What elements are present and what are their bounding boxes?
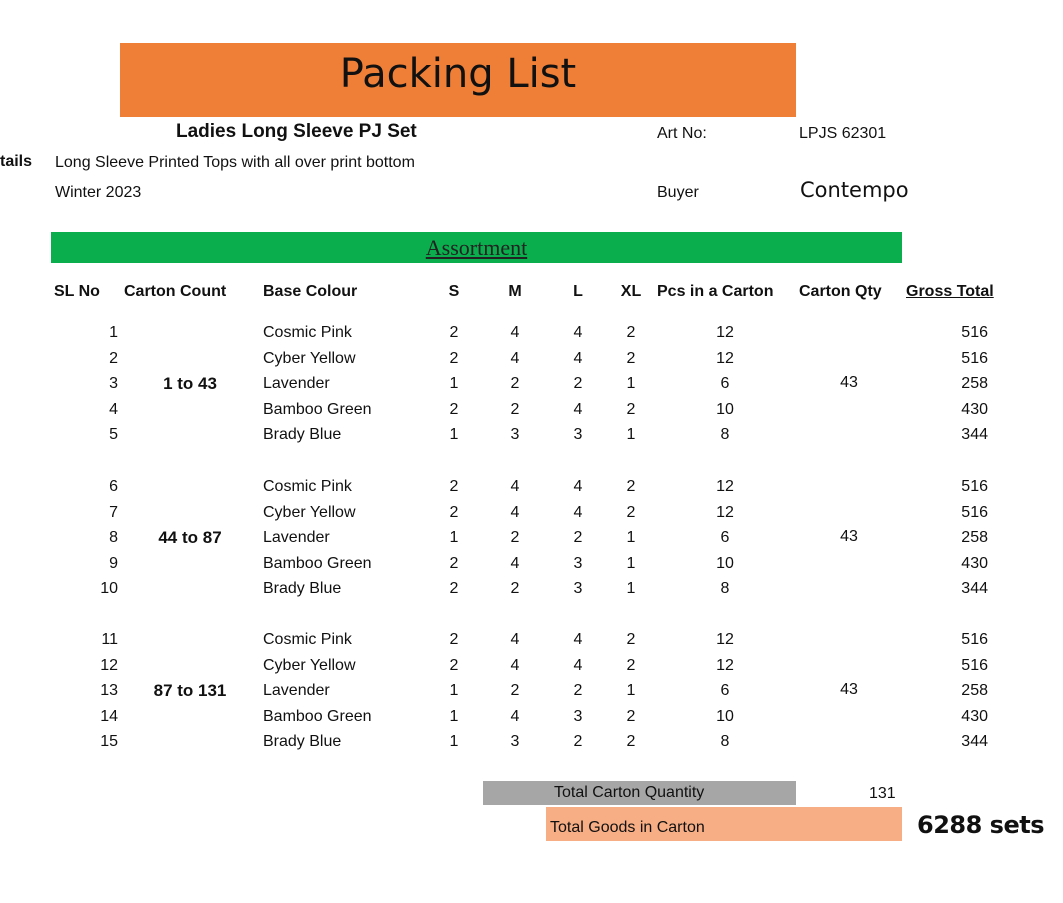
cell-pcs-in-carton: 12 bbox=[716, 503, 734, 521]
title-banner bbox=[120, 43, 796, 117]
cell-s: 1 bbox=[449, 707, 459, 725]
cell-pcs-in-carton: 12 bbox=[716, 656, 734, 674]
cell-pcs-in-carton: 12 bbox=[716, 478, 734, 495]
cell-pcs-in-carton: 6 bbox=[720, 375, 730, 393]
cell-l: 4 bbox=[573, 400, 583, 418]
cell-sl-no: 7 bbox=[109, 503, 118, 521]
cell-s: 1 bbox=[449, 682, 459, 700]
total-carton-quantity-bar bbox=[483, 781, 796, 805]
cell-m: 4 bbox=[510, 554, 520, 572]
cell-xl: 2 bbox=[626, 503, 636, 521]
cell-carton-count: 44 to 87 bbox=[158, 528, 222, 548]
cell-base-colour: Bamboo Green bbox=[263, 554, 372, 572]
cell-carton-qty: 43 bbox=[840, 681, 858, 699]
cell-m: 4 bbox=[510, 324, 520, 341]
cell-s: 2 bbox=[449, 554, 459, 572]
cell-gross-total: 258 bbox=[961, 375, 988, 393]
cell-carton-qty: 43 bbox=[840, 528, 858, 546]
cell-base-colour: Cosmic Pink bbox=[263, 631, 352, 648]
cell-pcs-in-carton: 12 bbox=[716, 349, 734, 367]
cell-carton-qty: 43 bbox=[840, 374, 858, 392]
art-no-label: Art No: bbox=[657, 125, 707, 142]
total-goods-value: 6288 sets bbox=[917, 811, 1044, 839]
cell-m: 2 bbox=[510, 375, 520, 393]
cell-base-colour: Brady Blue bbox=[263, 733, 342, 751]
cell-gross-total: 430 bbox=[961, 707, 988, 725]
cell-base-colour: Cyber Yellow bbox=[263, 656, 356, 674]
cell-base-colour: Bamboo Green bbox=[263, 707, 372, 725]
header-sl-no: SL No bbox=[54, 283, 100, 300]
cell-sl-no: 2 bbox=[109, 349, 118, 367]
cell-m: 4 bbox=[510, 349, 520, 367]
header-carton-qty: Carton Qty bbox=[799, 283, 882, 300]
cell-s: 1 bbox=[449, 529, 459, 547]
cell-pcs-in-carton: 12 bbox=[716, 324, 734, 341]
cell-l: 3 bbox=[573, 554, 583, 572]
header-s: S bbox=[448, 283, 460, 300]
cell-xl: 1 bbox=[626, 426, 636, 444]
cell-l: 2 bbox=[573, 529, 583, 547]
cell-base-colour: Cyber Yellow bbox=[263, 503, 356, 521]
cell-s: 2 bbox=[449, 349, 459, 367]
cell-sl-no: 3 bbox=[109, 375, 118, 393]
cell-m: 2 bbox=[510, 682, 520, 700]
page-title: Packing List bbox=[339, 51, 577, 97]
cell-l: 4 bbox=[573, 478, 583, 495]
header-m: M bbox=[508, 283, 522, 300]
cell-carton-count: 1 to 43 bbox=[163, 374, 217, 394]
cell-s: 1 bbox=[449, 733, 459, 751]
cell-gross-total: 430 bbox=[961, 554, 988, 572]
details-label: tails bbox=[0, 153, 33, 170]
cell-gross-total: 344 bbox=[961, 580, 988, 598]
assortment-banner bbox=[51, 232, 902, 263]
cell-l: 4 bbox=[573, 349, 583, 367]
cell-sl-no: 15 bbox=[100, 733, 118, 751]
cell-m: 4 bbox=[510, 656, 520, 674]
cell-s: 2 bbox=[449, 324, 459, 341]
cell-base-colour: Cosmic Pink bbox=[263, 478, 352, 495]
cell-sl-no: 4 bbox=[109, 400, 118, 418]
cell-l: 3 bbox=[573, 426, 583, 444]
cell-s: 1 bbox=[449, 375, 459, 393]
cell-pcs-in-carton: 8 bbox=[720, 426, 730, 444]
header-l: L bbox=[573, 283, 583, 300]
cell-sl-no: 9 bbox=[109, 554, 118, 572]
cell-l: 4 bbox=[573, 656, 583, 674]
cell-gross-total: 344 bbox=[961, 733, 988, 751]
cell-xl: 2 bbox=[626, 631, 636, 648]
header-gross-total: Gross Total bbox=[906, 283, 994, 300]
cell-base-colour: Lavender bbox=[263, 375, 330, 393]
cell-l: 3 bbox=[573, 707, 583, 725]
cell-gross-total: 516 bbox=[961, 478, 988, 495]
cell-xl: 2 bbox=[626, 656, 636, 674]
cell-gross-total: 516 bbox=[961, 324, 988, 341]
cell-pcs-in-carton: 10 bbox=[716, 554, 734, 572]
cell-sl-no: 10 bbox=[100, 580, 118, 598]
cell-m: 3 bbox=[510, 426, 520, 444]
cell-pcs-in-carton: 6 bbox=[720, 529, 730, 547]
cell-l: 4 bbox=[573, 631, 583, 648]
cell-xl: 1 bbox=[626, 580, 636, 598]
cell-s: 1 bbox=[449, 426, 459, 444]
cell-gross-total: 258 bbox=[961, 682, 988, 700]
cell-gross-total: 258 bbox=[961, 529, 988, 547]
cell-base-colour: Lavender bbox=[263, 682, 330, 700]
cell-s: 2 bbox=[449, 478, 459, 495]
cell-sl-no: 8 bbox=[109, 529, 118, 547]
cell-pcs-in-carton: 8 bbox=[720, 580, 730, 598]
cell-sl-no: 13 bbox=[100, 682, 118, 700]
cell-base-colour: Brady Blue bbox=[263, 580, 342, 598]
cell-gross-total: 430 bbox=[961, 400, 988, 418]
total-carton-quantity-label: Total Carton Quantity bbox=[554, 784, 705, 801]
cell-base-colour: Brady Blue bbox=[263, 426, 342, 444]
cell-sl-no: 12 bbox=[100, 656, 118, 674]
cell-gross-total: 344 bbox=[961, 426, 988, 444]
cell-xl: 2 bbox=[626, 324, 636, 341]
cell-m: 2 bbox=[510, 529, 520, 547]
cell-l: 4 bbox=[573, 324, 583, 341]
cell-sl-no: 1 bbox=[109, 324, 118, 341]
cell-l: 2 bbox=[573, 733, 583, 751]
cell-l: 2 bbox=[573, 682, 583, 700]
details-value: Long Sleeve Printed Tops with all over print bottom bbox=[55, 154, 415, 171]
cell-base-colour: Bamboo Green bbox=[263, 400, 372, 418]
assortment-label: Assortment bbox=[425, 235, 528, 260]
season: Winter 2023 bbox=[55, 184, 142, 201]
cell-xl: 1 bbox=[626, 682, 636, 700]
cell-gross-total: 516 bbox=[961, 349, 988, 367]
cell-pcs-in-carton: 8 bbox=[720, 733, 730, 751]
cell-s: 2 bbox=[449, 656, 459, 674]
header-xl: XL bbox=[620, 283, 642, 300]
art-no-value: LPJS 62301 bbox=[799, 125, 887, 142]
cell-m: 2 bbox=[510, 400, 520, 418]
cell-l: 3 bbox=[573, 580, 583, 598]
cell-pcs-in-carton: 10 bbox=[716, 707, 734, 725]
cell-xl: 2 bbox=[626, 733, 636, 751]
cell-m: 2 bbox=[510, 580, 520, 598]
total-carton-quantity-value: 131 bbox=[869, 785, 896, 802]
cell-s: 2 bbox=[449, 580, 459, 598]
cell-s: 2 bbox=[449, 400, 459, 418]
total-goods-bar bbox=[546, 807, 902, 841]
cell-m: 4 bbox=[510, 631, 520, 648]
header-pcs-in-carton: Pcs in a Carton bbox=[657, 283, 774, 300]
cell-m: 4 bbox=[510, 503, 520, 521]
cell-m: 3 bbox=[510, 733, 520, 751]
buyer-value: Contempo bbox=[800, 178, 909, 202]
cell-base-colour: Lavender bbox=[263, 529, 330, 547]
cell-pcs-in-carton: 12 bbox=[716, 631, 734, 648]
cell-l: 4 bbox=[573, 503, 583, 521]
total-goods-label: Total Goods in Carton bbox=[550, 819, 705, 836]
cell-xl: 2 bbox=[626, 400, 636, 418]
cell-xl: 1 bbox=[626, 529, 636, 547]
cell-xl: 1 bbox=[626, 375, 636, 393]
cell-base-colour: Cosmic Pink bbox=[263, 324, 352, 341]
cell-gross-total: 516 bbox=[961, 656, 988, 674]
product-name: Ladies Long Sleeve PJ Set bbox=[176, 121, 417, 142]
cell-s: 2 bbox=[449, 503, 459, 521]
cell-m: 4 bbox=[510, 478, 520, 495]
cell-l: 2 bbox=[573, 375, 583, 393]
buyer-label: Buyer bbox=[657, 184, 699, 201]
cell-sl-no: 6 bbox=[109, 478, 118, 495]
cell-sl-no: 11 bbox=[101, 631, 118, 648]
cell-gross-total: 516 bbox=[961, 631, 988, 648]
cell-xl: 2 bbox=[626, 349, 636, 367]
cell-m: 4 bbox=[510, 707, 520, 725]
header-base-colour: Base Colour bbox=[263, 283, 358, 300]
cell-carton-count: 87 to 131 bbox=[153, 681, 227, 701]
cell-sl-no: 14 bbox=[100, 707, 118, 725]
cell-pcs-in-carton: 6 bbox=[720, 682, 730, 700]
cell-xl: 1 bbox=[626, 554, 636, 572]
cell-gross-total: 516 bbox=[961, 503, 988, 521]
cell-xl: 2 bbox=[626, 478, 636, 495]
cell-xl: 2 bbox=[626, 707, 636, 725]
cell-pcs-in-carton: 10 bbox=[716, 400, 734, 418]
cell-base-colour: Cyber Yellow bbox=[263, 349, 356, 367]
header-carton-count: Carton Count bbox=[124, 283, 227, 300]
cell-s: 2 bbox=[449, 631, 459, 648]
cell-sl-no: 5 bbox=[109, 426, 118, 444]
